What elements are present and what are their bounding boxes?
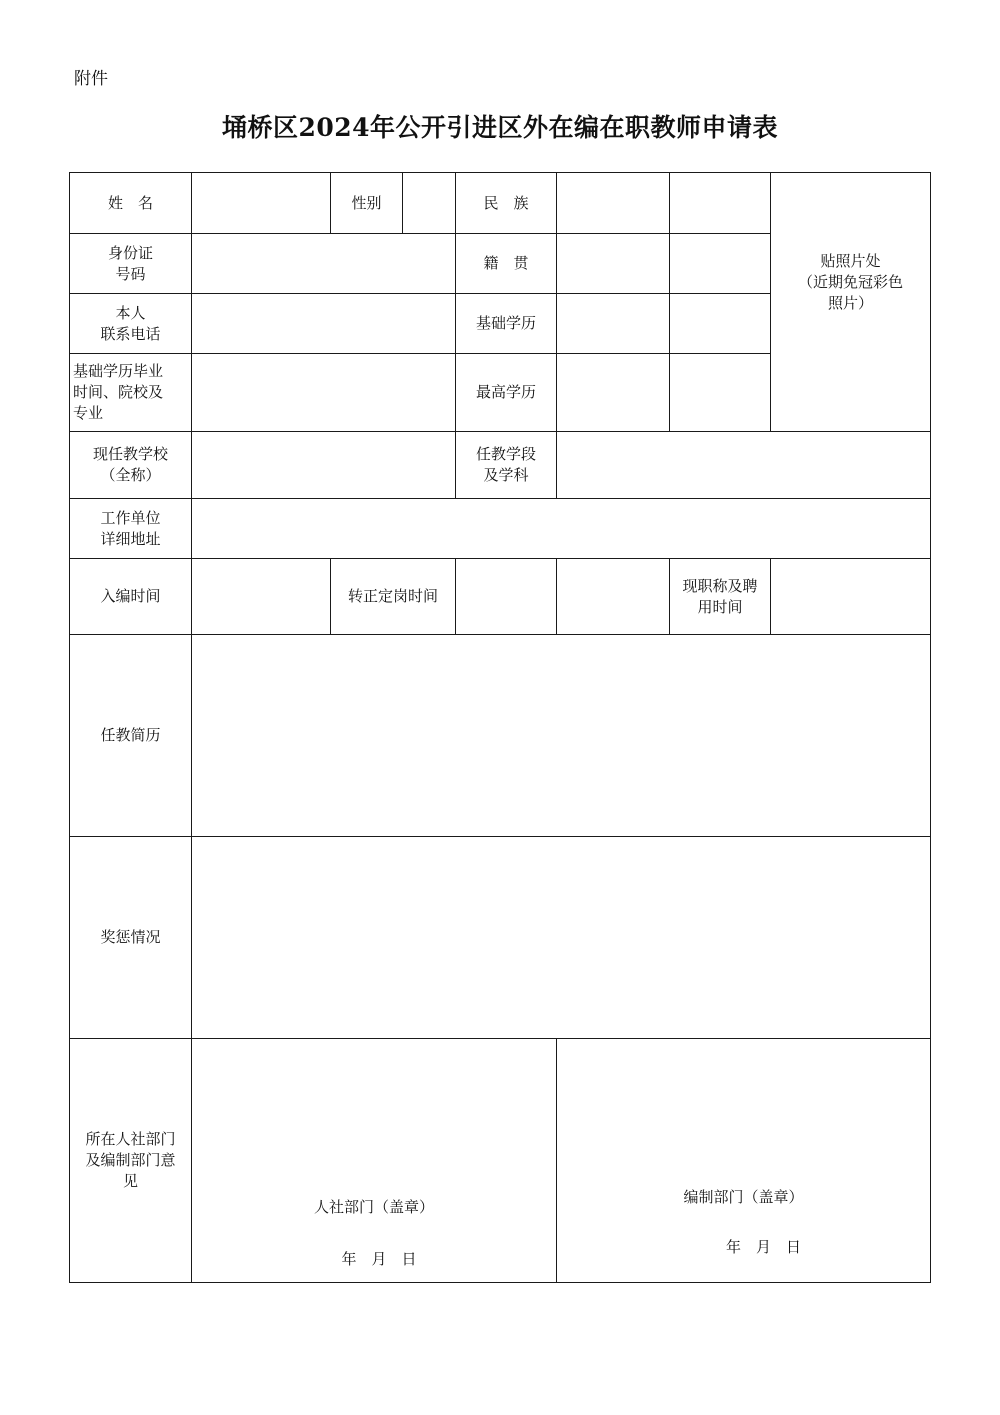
basic-grad-info-field[interactable] bbox=[192, 354, 456, 432]
regularization-time-extra-field[interactable] bbox=[557, 559, 670, 635]
form-row-resume bbox=[70, 635, 931, 837]
page-title: 埇桥区2024年公开引进区外在编在职教师申请表 bbox=[221, 113, 779, 142]
form-row-rewards bbox=[70, 837, 931, 1039]
department-opinion-label-cell bbox=[70, 1039, 192, 1283]
staffing-opinion-field[interactable] bbox=[557, 1039, 931, 1283]
rewards-label-cell bbox=[70, 837, 192, 1039]
id-number-label: 身份证 号码 bbox=[107, 243, 153, 283]
regularization-time-label: 转正定岗时间 bbox=[347, 587, 438, 605]
hr-date-label: 年 月 日 bbox=[341, 1250, 417, 1268]
highest-education-field[interactable] bbox=[557, 354, 670, 432]
current-school-label-cell bbox=[70, 432, 192, 499]
current-school-field[interactable] bbox=[192, 432, 456, 499]
teaching-stage-subject-label: 任教学段 及学科 bbox=[475, 445, 536, 484]
form-row-school bbox=[70, 432, 931, 499]
enroll-time-label-cell bbox=[70, 559, 192, 635]
teaching-stage-label-cell bbox=[456, 432, 557, 499]
enroll-time-label: 入编时间 bbox=[100, 587, 161, 605]
ethnicity-field[interactable] bbox=[557, 173, 670, 234]
teaching-stage-subject-field[interactable] bbox=[557, 432, 931, 499]
name-label: 姓 名 bbox=[107, 193, 153, 212]
native-place-label: 籍 贯 bbox=[483, 254, 529, 272]
photo-area[interactable] bbox=[771, 173, 931, 432]
form-row-opinion bbox=[70, 1039, 931, 1283]
highest-education-label-cell bbox=[456, 354, 557, 432]
photo-label: 贴照片处 （近期免冠彩色 照片） bbox=[797, 251, 903, 312]
work-address-label-cell bbox=[70, 499, 192, 559]
department-opinion-label: 所在人社部门 及编制部门意 见 bbox=[85, 1130, 176, 1190]
rewards-punishments-label: 奖惩情况 bbox=[100, 928, 161, 946]
native-place-field[interactable] bbox=[557, 234, 670, 294]
form-row-times bbox=[70, 559, 931, 635]
phone-field[interactable] bbox=[192, 294, 456, 354]
native-place-extra-field[interactable] bbox=[670, 234, 771, 294]
highest-education-extra-field[interactable] bbox=[670, 354, 771, 432]
basic-education-field[interactable] bbox=[557, 294, 670, 354]
phone-label-cell bbox=[70, 294, 192, 354]
work-address-label: 工作单位 详细地址 bbox=[100, 508, 161, 548]
application-form-table bbox=[69, 172, 931, 1283]
teaching-resume-field[interactable] bbox=[192, 635, 931, 837]
staffing-stamp-label: 编制部门（盖章） bbox=[683, 1188, 804, 1206]
phone-label: 本人 联系电话 bbox=[100, 303, 161, 343]
current-school-label: 现任教学校 （全称） bbox=[92, 445, 168, 484]
title-hire-time-label-cell bbox=[670, 559, 771, 635]
teaching-resume-label-cell bbox=[70, 635, 192, 837]
work-address-field[interactable] bbox=[192, 499, 931, 559]
id-number-label-cell bbox=[70, 234, 192, 294]
basic-education-extra-field[interactable] bbox=[670, 294, 771, 354]
enroll-time-field[interactable] bbox=[192, 559, 331, 635]
form-row-address bbox=[70, 499, 931, 559]
gender-label-cell bbox=[331, 173, 403, 234]
teaching-resume-label: 任教简历 bbox=[100, 726, 161, 744]
hr-opinion-field[interactable] bbox=[192, 1039, 557, 1283]
name-field[interactable] bbox=[192, 173, 331, 234]
ethnicity-label: 民 族 bbox=[483, 193, 529, 212]
native-place-label-cell bbox=[456, 234, 557, 294]
rewards-punishments-field[interactable] bbox=[192, 837, 931, 1039]
name-label-cell bbox=[70, 173, 192, 234]
form-row-name bbox=[70, 173, 931, 234]
ethnicity-label-cell bbox=[456, 173, 557, 234]
id-number-field[interactable] bbox=[192, 234, 456, 294]
staffing-date-label: 年 月 日 bbox=[725, 1238, 801, 1256]
regularization-time-field[interactable] bbox=[456, 559, 557, 635]
basic-education-label: 基础学历 bbox=[475, 314, 536, 332]
regularization-time-label-cell bbox=[331, 559, 456, 635]
title-and-hire-time-label: 现职称及聘 用时间 bbox=[682, 576, 758, 616]
basic-education-label-cell bbox=[456, 294, 557, 354]
hr-stamp-label: 人社部门（盖章） bbox=[313, 1198, 434, 1216]
highest-education-label: 最高学历 bbox=[475, 383, 536, 401]
ethnicity-extra-field[interactable] bbox=[670, 173, 771, 234]
basic-grad-info-label-cell bbox=[70, 354, 192, 432]
gender-field[interactable] bbox=[403, 173, 456, 234]
basic-grad-info-label: 基础学历毕业 时间、院校及 专业 bbox=[73, 362, 164, 422]
title-and-hire-time-field[interactable] bbox=[771, 559, 931, 635]
gender-label: 性别 bbox=[351, 193, 382, 212]
attachment-label: 附件 bbox=[74, 69, 108, 89]
